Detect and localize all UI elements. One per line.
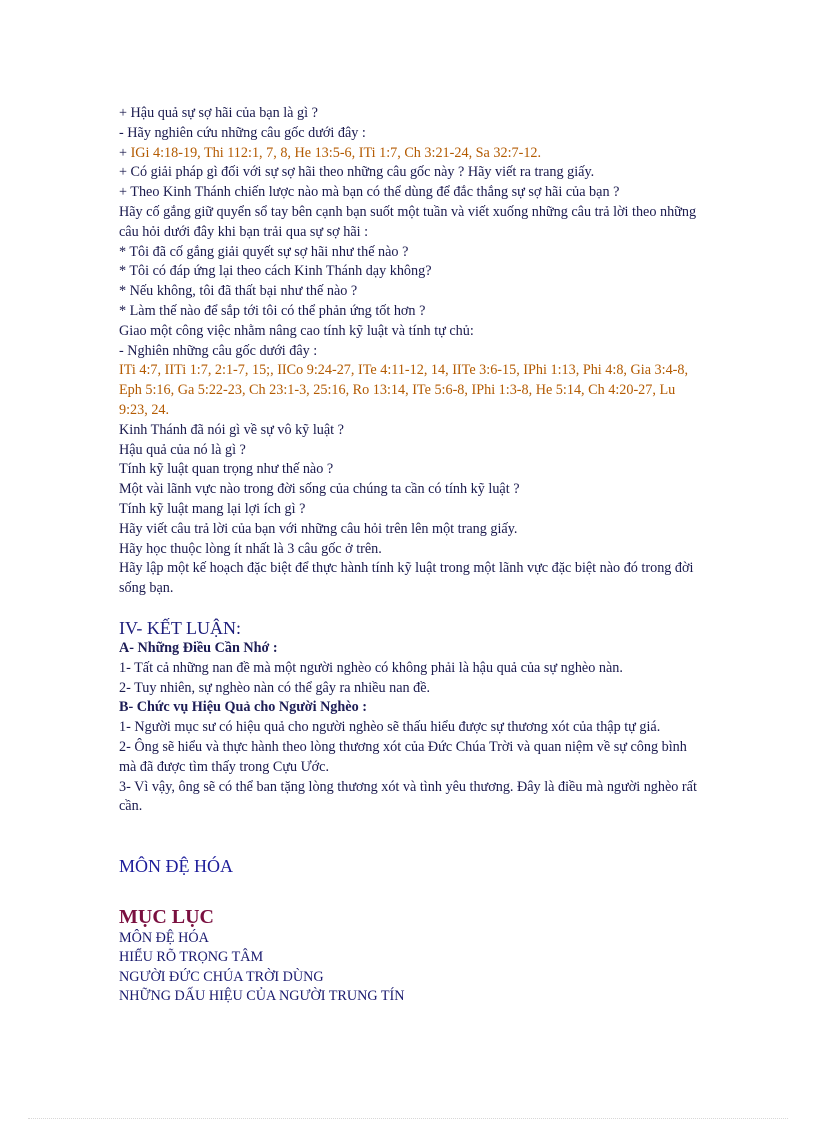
text-line: Hậu quả của nó là gì ? <box>119 441 246 458</box>
toc-item[interactable]: HIỂU RÕ TRỌNG TÂM <box>119 949 264 966</box>
paragraph: 1- Người mục sư có hiệu quả cho người nghèo sẽ thấu hiểu được sự thương xót của thập tự giá. <box>119 719 661 736</box>
text-line: Tính kỹ luật mang lại lợi ích gì ? <box>119 500 306 517</box>
text-line: Hãy viết câu trả lời của bạn với những câu hỏi trên lên một trang giấy. <box>119 520 518 537</box>
paragraph: Hãy cố gắng giữ quyển sổ tay bên cạnh bạn suốt một tuần và viết xuống những câu trả lời theo những câu hỏi dưới đây khi bạn trải qua sự sợ hãi : <box>119 203 697 240</box>
text-line: * Làm thế nào để sắp tới tôi có thể phản ứng tốt hơn ? <box>119 302 426 319</box>
paragraph: 2- Ông sẽ hiểu và thực hành theo lòng thương xót của Đức Chúa Trời và quan niệm về sự công bình mà đã được tìm thấy trong Cựu Ước. <box>119 738 687 775</box>
paragraph: Hãy lập một kế hoạch đặc biệt để thực hành tính kỹ luật trong một lãnh vực đặc biệt nào đó trong đời sống bạn. <box>119 560 694 597</box>
bullet-prefix: + <box>119 144 131 161</box>
toc-item[interactable]: NGƯỜI ĐỨC CHÚA TRỜI DÙNG <box>119 968 324 985</box>
scripture-refs-line <box>119 144 699 164</box>
text-line: + Hậu quả sự sợ hãi của bạn là gì ? <box>119 105 318 121</box>
subsection-heading: A- Những Điều Cần Nhớ : <box>119 639 278 656</box>
text-line: Kinh Thánh đã nói gì về sự vô kỹ luật ? <box>119 421 344 438</box>
scripture-refs: IGi 4:18-19, Thi 112:1, 7, 8, He 13:5-6, ITi 1:7, Ch 3:21-24, Sa 32:7-12. <box>130 144 542 161</box>
toc-heading: MỤC LỤC <box>119 906 214 929</box>
section-heading: IV- KẾT LUẬN: <box>119 617 241 638</box>
text-line: * Tôi đã cố gắng giải quyết sự sợ hãi như thế nào ? <box>119 243 409 260</box>
text-line: - Nghiên những câu gốc dưới đây : <box>119 342 318 359</box>
document-title: MÔN ĐỆ HÓA <box>119 856 233 877</box>
toc-item[interactable]: MÔN ĐỆ HÓA <box>119 930 209 947</box>
text-line: 2- Tuy nhiên, sự nghèo nàn có thể gây ra nhiều nan đề. <box>119 679 431 696</box>
text-line: + Theo Kinh Thánh chiến lược nào mà bạn có thể dùng để đắc thắng sự sợ hãi của bạn ? <box>119 184 620 201</box>
toc-item[interactable]: NHỮNG DẤU HIỆU CỦA NGƯỜI TRUNG TÍN <box>119 987 405 1004</box>
paragraph: 3- Vì vậy, ông sẽ có thể ban tặng lòng thương xót và tình yêu thương. Đây là điều mà người nghèo rất cần. <box>119 778 697 815</box>
text-line: Hãy học thuộc lòng ít nhất là 3 câu gốc ở trên. <box>119 540 382 557</box>
text-line: 1- Tất cả những nan đề mà một người nghèo có không phải là hậu quả của sự nghèo nàn. <box>119 659 623 676</box>
text-line: Tính kỹ luật quan trọng như thế nào ? <box>119 461 334 478</box>
document-body <box>119 104 699 1006</box>
scripture-refs: ITi 4:7, IITi 1:7, 2:1-7, 15;, IICo 9:24-27, ITe 4:11-12, 14, IITe 3:6-15, IPhi 1:13, Phi 4:8, Gia 3:4-8, Eph 5:16, Ga 5:22-23, Ch 23:1-3, 25:16, Ro 13:14, ITe 5:6-8, IPhi 1:3-8, He 5:14, Ch 4:20-27, Lu 9:23, 24. <box>119 362 689 418</box>
text-line: Giao một công việc nhằm nâng cao tính kỹ luật và tính tự chủ: <box>119 322 474 339</box>
subsection-heading: B- Chức vụ Hiệu Quả cho Người Nghèo : <box>119 699 367 716</box>
text-line: * Nếu không, tôi đã thất bại như thế nào ? <box>119 283 358 300</box>
text-line: Một vài lãnh vực nào trong đời sống của chúng ta cần có tính kỹ luật ? <box>119 481 520 498</box>
text-line: + Có giải pháp gì đối với sự sợ hãi theo những câu gốc này ? Hãy viết ra trang giấy. <box>119 164 595 181</box>
page-bottom-divider <box>28 1118 788 1119</box>
text-line: - Hãy nghiên cứu những câu gốc dưới đây : <box>119 124 366 141</box>
text-line: * Tôi có đáp ứng lại theo cách Kinh Thánh dạy không? <box>119 263 432 280</box>
